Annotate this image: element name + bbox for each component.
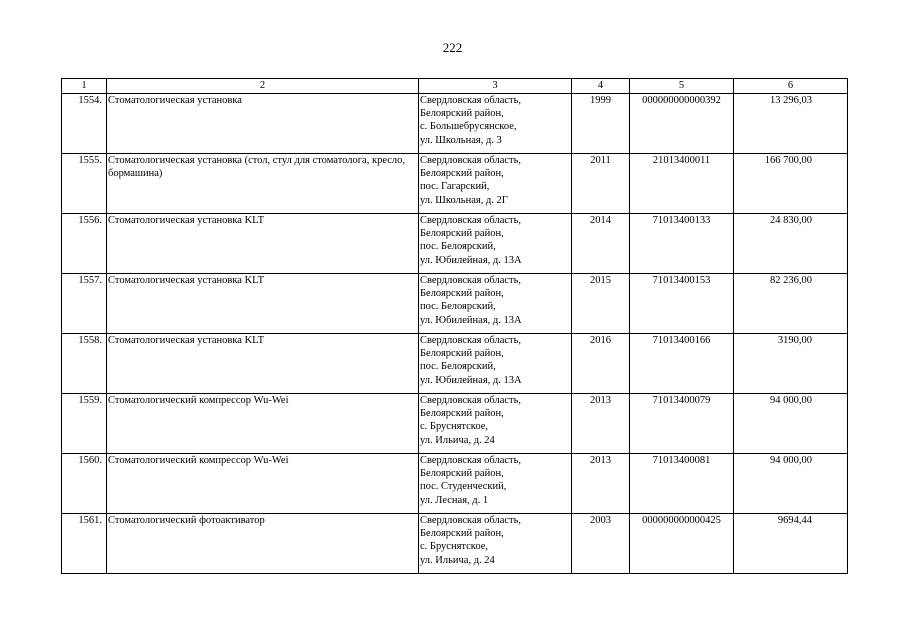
item-name: Стоматологическая установка (107, 94, 419, 154)
header-row (62, 79, 848, 94)
item-cost: 166 700,00 (734, 154, 848, 214)
item-year: 2013 (572, 394, 630, 454)
item-cost: 13 296,03 (734, 94, 848, 154)
row-number: 1557. (62, 274, 107, 334)
table-row (62, 394, 848, 454)
header-col-4: 4 (572, 79, 630, 94)
inventory-number: 71013400153 (630, 274, 734, 334)
item-name: Стоматологический фотоактиватор (107, 514, 419, 574)
inventory-number: 000000000000425 (630, 514, 734, 574)
item-name: Стоматологическая установка KLT (107, 334, 419, 394)
item-year: 2011 (572, 154, 630, 214)
page-number: 222 (442, 40, 463, 55)
item-address: Свердловская область, Белоярский район, пос. Белоярский, ул. Юбилейная, д. 13А (419, 334, 572, 394)
table-row (62, 94, 848, 154)
inventory-number: 71013400081 (630, 454, 734, 514)
header-col-3: 3 (419, 79, 572, 94)
item-cost: 82 236,00 (734, 274, 848, 334)
item-cost: 9694,44 (734, 514, 848, 574)
table-row (62, 154, 848, 214)
table-row (62, 334, 848, 394)
inventory-number: 71013400133 (630, 214, 734, 274)
item-cost: 24 830,00 (734, 214, 848, 274)
item-address: Свердловская область, Белоярский район, пос. Гагарский, ул. Школьная, д. 2Г (419, 154, 572, 214)
row-number: 1559. (62, 394, 107, 454)
item-year: 1999 (572, 94, 630, 154)
item-address: Свердловская область, Белоярский район, пос. Белоярский, ул. Юбилейная, д. 13А (419, 274, 572, 334)
row-number: 1556. (62, 214, 107, 274)
item-year: 2013 (572, 454, 630, 514)
item-name: Стоматологический компрессор Wu-Wei (107, 394, 419, 454)
item-address: Свердловская область, Белоярский район, пос. Белоярский, ул. Юбилейная, д. 13А (419, 214, 572, 274)
item-address: Свердловская область, Белоярский район, с. Бруснятское, ул. Ильича, д. 24 (419, 394, 572, 454)
item-cost: 94 000,00 (734, 454, 848, 514)
item-year: 2016 (572, 334, 630, 394)
inventory-number: 21013400011 (630, 154, 734, 214)
table-row (62, 274, 848, 334)
item-name: Стоматологическая установка KLT (107, 214, 419, 274)
table-row (62, 514, 848, 574)
row-number: 1554. (62, 94, 107, 154)
table-row (62, 214, 848, 274)
item-address: Свердловская область, Белоярский район, пос. Студенческий, ул. Лесная, д. 1 (419, 454, 572, 514)
inventory-number: 71013400079 (630, 394, 734, 454)
item-name: Стоматологическая установка (стол, стул для стоматолога, кресло, бормашина) (107, 154, 419, 214)
item-cost: 3190,00 (734, 334, 848, 394)
header-col-5: 5 (630, 79, 734, 94)
item-year: 2014 (572, 214, 630, 274)
header-col-2: 2 (107, 79, 419, 94)
header-col-6: 6 (734, 79, 848, 94)
row-number: 1560. (62, 454, 107, 514)
item-address: Свердловская область, Белоярский район, с. Большебрусянское, ул. Школьная, д. 3 (419, 94, 572, 154)
row-number: 1558. (62, 334, 107, 394)
item-name: Стоматологическая установка KLT (107, 274, 419, 334)
row-number: 1561. (62, 514, 107, 574)
item-name: Стоматологический компрессор Wu-Wei (107, 454, 419, 514)
row-number: 1555. (62, 154, 107, 214)
item-year: 2003 (572, 514, 630, 574)
property-registry-table (61, 78, 848, 574)
item-cost: 94 000,00 (734, 394, 848, 454)
inventory-number: 000000000000392 (630, 94, 734, 154)
item-address: Свердловская область, Белоярский район, с. Бруснятское, ул. Ильича, д. 24 (419, 514, 572, 574)
item-year: 2015 (572, 274, 630, 334)
inventory-number: 71013400166 (630, 334, 734, 394)
table-row (62, 454, 848, 514)
header-col-1: 1 (62, 79, 107, 94)
